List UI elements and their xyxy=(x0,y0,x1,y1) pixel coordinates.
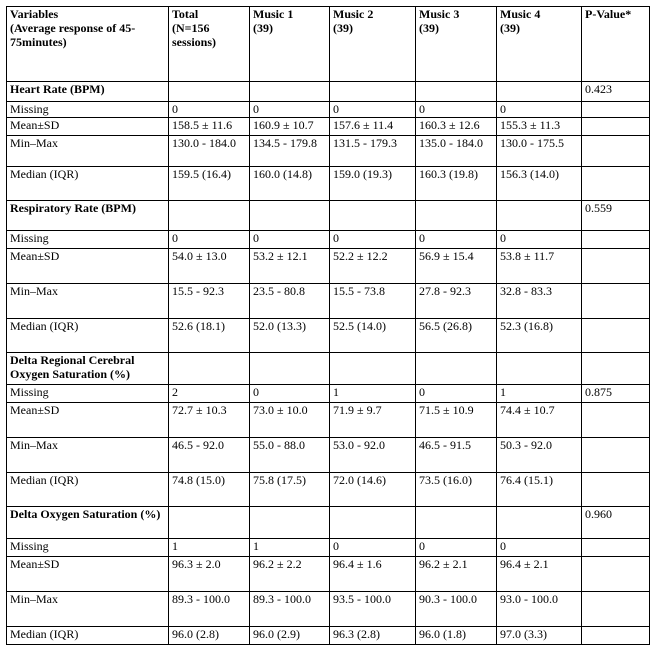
p-value-cell xyxy=(582,118,650,136)
empty-cell xyxy=(416,82,497,102)
empty-cell xyxy=(497,353,582,385)
value-cell: 50.3 - 92.0 xyxy=(497,438,582,473)
value-cell: 158.5 ± 11.6 xyxy=(169,118,250,136)
value-cell: 71.5 ± 10.9 xyxy=(416,403,497,438)
row-label: Mean±SD xyxy=(7,249,169,284)
p-value-cell xyxy=(582,592,650,627)
value-cell: 96.3 (2.8) xyxy=(330,627,416,645)
empty-cell xyxy=(416,507,497,539)
table-row xyxy=(7,102,650,118)
value-cell: 131.5 - 179.3 xyxy=(330,136,416,167)
empty-cell xyxy=(250,507,330,539)
value-cell: 0 xyxy=(330,231,416,249)
value-cell: 76.4 (15.1) xyxy=(497,473,582,507)
empty-cell xyxy=(497,82,582,102)
value-cell: 23.5 - 80.8 xyxy=(250,284,330,319)
value-cell: 0 xyxy=(169,102,250,118)
table-row xyxy=(7,592,650,627)
value-cell: 0 xyxy=(416,231,497,249)
empty-cell xyxy=(169,201,250,231)
table-row xyxy=(7,385,650,403)
p-value-cell xyxy=(582,473,650,507)
value-cell: 160.0 (14.8) xyxy=(250,167,330,201)
row-label: Missing xyxy=(7,539,169,557)
p-value-cell xyxy=(582,249,650,284)
table-row xyxy=(7,557,650,592)
table-row xyxy=(7,118,650,136)
header-total: Total (N=156 sessions) xyxy=(169,7,250,82)
value-cell: 53.2 ± 12.1 xyxy=(250,249,330,284)
p-value-cell xyxy=(582,438,650,473)
empty-cell xyxy=(169,507,250,539)
section-title: Delta Oxygen Saturation (%) xyxy=(7,507,169,539)
table-row xyxy=(7,284,650,319)
empty-cell xyxy=(250,201,330,231)
row-label: Missing xyxy=(7,102,169,118)
header-music-2: Music 2 (39) xyxy=(330,7,416,82)
row-label: Median (IQR) xyxy=(7,627,169,645)
header-music-1: Music 1 (39) xyxy=(250,7,330,82)
value-cell: 0 xyxy=(416,102,497,118)
value-cell: 52.3 (16.8) xyxy=(497,319,582,353)
value-cell: 0 xyxy=(416,385,497,403)
value-cell: 0 xyxy=(330,102,416,118)
value-cell: 93.0 - 100.0 xyxy=(497,592,582,627)
value-cell: 53.0 - 92.0 xyxy=(330,438,416,473)
value-cell: 15.5 - 73.8 xyxy=(330,284,416,319)
value-cell: 96.0 (1.8) xyxy=(416,627,497,645)
value-cell: 0 xyxy=(497,231,582,249)
p-value-cell xyxy=(582,167,650,201)
p-value-cell xyxy=(582,231,650,249)
row-label: Mean±SD xyxy=(7,403,169,438)
value-cell: 74.8 (15.0) xyxy=(169,473,250,507)
value-cell: 0 xyxy=(330,539,416,557)
value-cell: 97.0 (3.3) xyxy=(497,627,582,645)
header-music-4: Music 4 (39) xyxy=(497,7,582,82)
value-cell: 0 xyxy=(497,539,582,557)
header-p-value: P-Value* xyxy=(582,7,650,82)
value-cell: 15.5 - 92.3 xyxy=(169,284,250,319)
value-cell: 0 xyxy=(250,231,330,249)
value-cell: 56.5 (26.8) xyxy=(416,319,497,353)
value-cell: 130.0 - 175.5 xyxy=(497,136,582,167)
value-cell: 130.0 - 184.0 xyxy=(169,136,250,167)
empty-cell xyxy=(169,353,250,385)
section-title: Respiratory Rate (BPM) xyxy=(7,201,169,231)
value-cell: 159.0 (19.3) xyxy=(330,167,416,201)
value-cell: 73.0 ± 10.0 xyxy=(250,403,330,438)
value-cell: 32.8 - 83.3 xyxy=(497,284,582,319)
empty-cell xyxy=(497,201,582,231)
value-cell: 52.0 (13.3) xyxy=(250,319,330,353)
value-cell: 89.3 - 100.0 xyxy=(169,592,250,627)
table-row xyxy=(7,231,650,249)
value-cell: 160.3 (19.8) xyxy=(416,167,497,201)
p-value-cell xyxy=(582,403,650,438)
value-cell: 74.4 ± 10.7 xyxy=(497,403,582,438)
section-row xyxy=(7,82,650,102)
row-label: Missing xyxy=(7,385,169,403)
p-value-cell xyxy=(582,353,650,385)
row-label: Median (IQR) xyxy=(7,167,169,201)
section-row xyxy=(7,353,650,385)
value-cell: 134.5 - 179.8 xyxy=(250,136,330,167)
empty-cell xyxy=(416,201,497,231)
empty-cell xyxy=(330,201,416,231)
p-value-cell: 0.423 xyxy=(582,82,650,102)
value-cell: 1 xyxy=(250,539,330,557)
empty-cell xyxy=(169,82,250,102)
value-cell: 27.8 - 92.3 xyxy=(416,284,497,319)
value-cell: 72.0 (14.6) xyxy=(330,473,416,507)
value-cell: 52.5 (14.0) xyxy=(330,319,416,353)
value-cell: 52.2 ± 12.2 xyxy=(330,249,416,284)
header-variables: Variables (Average response of 45-75minutes) xyxy=(7,7,169,82)
section-row xyxy=(7,507,650,539)
value-cell: 1 xyxy=(497,385,582,403)
value-cell: 56.9 ± 15.4 xyxy=(416,249,497,284)
value-cell: 96.0 (2.8) xyxy=(169,627,250,645)
value-cell: 96.4 ± 1.6 xyxy=(330,557,416,592)
value-cell: 156.3 (14.0) xyxy=(497,167,582,201)
value-cell: 46.5 - 92.0 xyxy=(169,438,250,473)
empty-cell xyxy=(330,82,416,102)
value-cell: 0 xyxy=(416,539,497,557)
section-title: Delta Regional Cerebral Oxygen Saturation (%) xyxy=(7,353,169,385)
value-cell: 75.8 (17.5) xyxy=(250,473,330,507)
empty-cell xyxy=(250,353,330,385)
table-row xyxy=(7,438,650,473)
value-cell: 90.3 - 100.0 xyxy=(416,592,497,627)
p-value-cell xyxy=(582,539,650,557)
value-cell: 96.0 (2.9) xyxy=(250,627,330,645)
table-row xyxy=(7,167,650,201)
header-music-3: Music 3 (39) xyxy=(416,7,497,82)
value-cell: 71.9 ± 9.7 xyxy=(330,403,416,438)
section-title: Heart Rate (BPM) xyxy=(7,82,169,102)
value-cell: 46.5 - 91.5 xyxy=(416,438,497,473)
table-row xyxy=(7,319,650,353)
value-cell: 160.9 ± 10.7 xyxy=(250,118,330,136)
value-cell: 55.0 - 88.0 xyxy=(250,438,330,473)
value-cell: 96.2 ± 2.1 xyxy=(416,557,497,592)
table-row xyxy=(7,539,650,557)
row-label: Min–Max xyxy=(7,438,169,473)
row-label: Min–Max xyxy=(7,592,169,627)
section-row xyxy=(7,201,650,231)
row-label: Mean±SD xyxy=(7,557,169,592)
value-cell: 159.5 (16.4) xyxy=(169,167,250,201)
table-row xyxy=(7,473,650,507)
value-cell: 0 xyxy=(169,231,250,249)
empty-cell xyxy=(250,82,330,102)
value-cell: 93.5 - 100.0 xyxy=(330,592,416,627)
table-row xyxy=(7,136,650,167)
value-cell: 1 xyxy=(169,539,250,557)
empty-cell xyxy=(416,353,497,385)
value-cell: 89.3 - 100.0 xyxy=(250,592,330,627)
value-cell: 53.8 ± 11.7 xyxy=(497,249,582,284)
row-label: Min–Max xyxy=(7,284,169,319)
row-label: Mean±SD xyxy=(7,118,169,136)
row-label: Min–Max xyxy=(7,136,169,167)
value-cell: 0 xyxy=(250,102,330,118)
value-cell: 157.6 ± 11.4 xyxy=(330,118,416,136)
p-value-cell: 0.960 xyxy=(582,507,650,539)
p-value-cell xyxy=(582,557,650,592)
p-value-cell xyxy=(582,627,650,645)
value-cell: 155.3 ± 11.3 xyxy=(497,118,582,136)
results-table xyxy=(6,6,650,645)
empty-cell xyxy=(497,507,582,539)
empty-cell xyxy=(330,353,416,385)
p-value-cell xyxy=(582,102,650,118)
p-value-cell xyxy=(582,319,650,353)
p-value-cell: 0.559 xyxy=(582,201,650,231)
row-label: Median (IQR) xyxy=(7,319,169,353)
row-label: Median (IQR) xyxy=(7,473,169,507)
value-cell: 96.4 ± 2.1 xyxy=(497,557,582,592)
p-value-cell: 0.875 xyxy=(582,385,650,403)
value-cell: 160.3 ± 12.6 xyxy=(416,118,497,136)
value-cell: 0 xyxy=(250,385,330,403)
value-cell: 54.0 ± 13.0 xyxy=(169,249,250,284)
table-row xyxy=(7,249,650,284)
value-cell: 135.0 - 184.0 xyxy=(416,136,497,167)
empty-cell xyxy=(330,507,416,539)
value-cell: 96.2 ± 2.2 xyxy=(250,557,330,592)
value-cell: 96.3 ± 2.0 xyxy=(169,557,250,592)
value-cell: 2 xyxy=(169,385,250,403)
row-label: Missing xyxy=(7,231,169,249)
value-cell: 73.5 (16.0) xyxy=(416,473,497,507)
value-cell: 0 xyxy=(497,102,582,118)
value-cell: 52.6 (18.1) xyxy=(169,319,250,353)
value-cell: 1 xyxy=(330,385,416,403)
p-value-cell xyxy=(582,136,650,167)
table-row xyxy=(7,627,650,645)
table-row xyxy=(7,403,650,438)
value-cell: 72.7 ± 10.3 xyxy=(169,403,250,438)
p-value-cell xyxy=(582,284,650,319)
